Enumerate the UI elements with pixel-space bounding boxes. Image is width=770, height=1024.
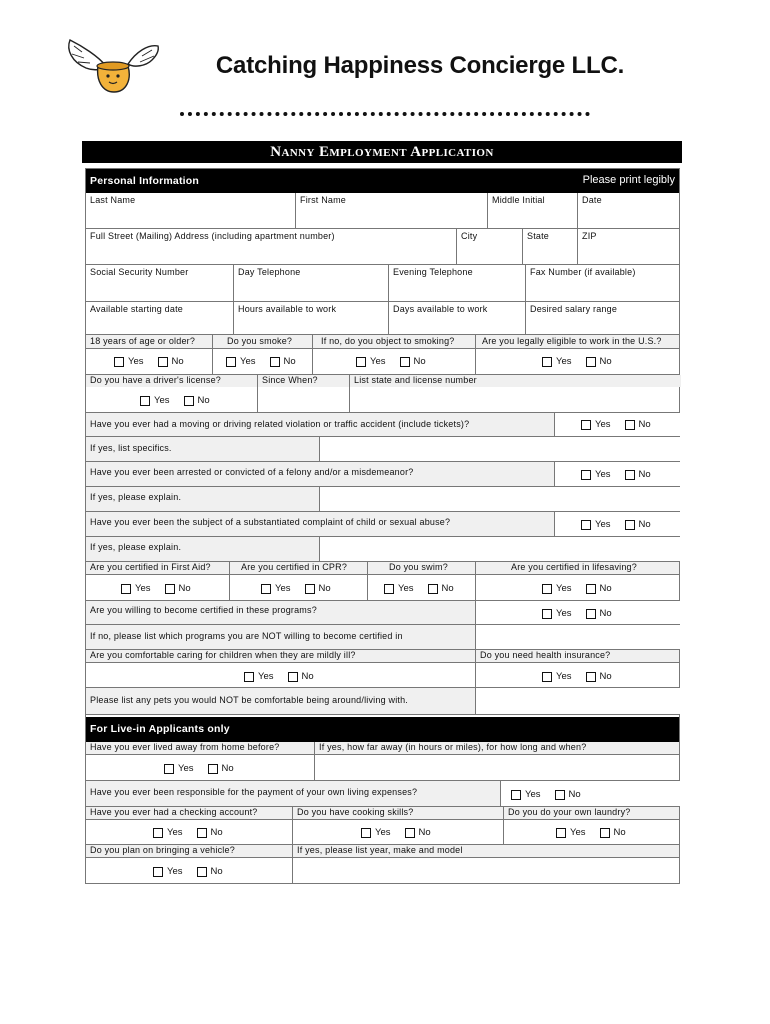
hours-field[interactable] <box>233 302 388 334</box>
vehicle-label: Do you plan on bringing a vehicle? <box>90 845 235 855</box>
checking-yes-no[interactable] <box>153 827 223 838</box>
felony-answer-cell <box>554 462 681 486</box>
swim-yes-no[interactable] <box>384 583 454 594</box>
abuse-explain-label: If yes, please explain. <box>90 542 182 552</box>
swim-question <box>367 562 475 574</box>
checkbox-icon[interactable] <box>581 470 591 480</box>
company-name: Catching Happiness Concierge LLC. <box>215 52 625 79</box>
checkbox-icon[interactable] <box>208 764 218 774</box>
yes-label: Yes <box>375 827 391 838</box>
section-livein-title: For Live-in Applicants only <box>90 723 230 735</box>
no-label: No <box>413 356 426 367</box>
no-label: No <box>441 583 454 594</box>
no-label: No <box>221 763 234 774</box>
row-not-willing <box>86 625 679 650</box>
license-number-label: List state and license number <box>354 375 477 385</box>
eligible-label: Are you legally eligible to work in the U.S.? <box>482 336 662 346</box>
section-personal-header <box>86 169 679 193</box>
checkbox-icon[interactable] <box>586 609 596 619</box>
felony-explain-field[interactable] <box>319 487 681 511</box>
checkbox-icon[interactable] <box>384 584 394 594</box>
cpr-label: Are you certified in CPR? <box>241 562 348 572</box>
no-label: No <box>638 469 651 480</box>
yes-label: Yes <box>556 608 572 619</box>
form-title: Nanny Employment Application <box>82 141 682 163</box>
checkbox-icon[interactable] <box>511 790 521 800</box>
not-willing-field[interactable] <box>475 625 681 649</box>
start-date-label: Available starting date <box>90 304 183 314</box>
object-smoking-question <box>312 335 475 348</box>
yes-label: Yes <box>595 419 611 430</box>
cooking-question <box>292 807 503 819</box>
cooking-label: Do you have cooking skills? <box>297 807 414 817</box>
yes-label: Yes <box>525 789 541 800</box>
section-livein-header <box>86 717 679 742</box>
row-ill-questions <box>86 650 679 663</box>
row-felony <box>86 462 679 487</box>
checkbox-icon[interactable] <box>542 357 552 367</box>
felony-yes-no[interactable] <box>581 469 651 480</box>
salary-label: Desired salary range <box>530 304 618 314</box>
laundry-label: Do you do your own laundry? <box>508 807 631 817</box>
not-willing-label: If no, please list which programs you are NOT willing to become certified in <box>90 631 403 641</box>
hours-label: Hours available to work <box>238 304 337 314</box>
age-yes-no[interactable] <box>114 356 184 367</box>
license-yes-no[interactable] <box>140 395 210 406</box>
checkbox-icon[interactable] <box>270 357 280 367</box>
ill-yes-no[interactable] <box>244 671 314 682</box>
laundry-answer-cell <box>503 820 681 844</box>
yes-label: Yes <box>398 583 414 594</box>
insurance-yes-no[interactable] <box>542 671 612 682</box>
day-telephone-label: Day Telephone <box>238 267 301 277</box>
first-aid-question <box>86 562 229 574</box>
lived-away-label: Have you ever lived away from home before? <box>90 742 280 752</box>
no-label: No <box>283 356 296 367</box>
checking-answer-cell <box>86 820 292 844</box>
abuse-answer-cell <box>554 512 681 536</box>
violation-yes-no[interactable] <box>581 419 651 430</box>
vehicle-details-question <box>292 845 681 857</box>
checkbox-icon[interactable] <box>114 357 124 367</box>
row-willing <box>86 601 679 625</box>
checkbox-icon[interactable] <box>405 828 415 838</box>
cooking-answer-cell <box>292 820 503 844</box>
age-question <box>86 335 212 348</box>
cooking-yes-no[interactable] <box>361 827 431 838</box>
logo-winged-pot <box>62 36 162 98</box>
no-label: No <box>418 827 431 838</box>
felony-explain-label: If yes, please explain. <box>90 492 182 502</box>
willing-answer-cell <box>475 601 681 624</box>
pets-field[interactable] <box>475 688 681 714</box>
vehicle-yes-no[interactable] <box>153 866 223 877</box>
smoke-answer-cell <box>212 349 312 374</box>
row-skills-questions <box>86 807 679 820</box>
expenses-answer-cell <box>500 781 681 806</box>
cpr-answer-cell <box>229 575 367 600</box>
violation-answer-cell <box>554 413 681 436</box>
checkbox-icon[interactable] <box>158 357 168 367</box>
eligible-question <box>475 335 681 348</box>
yes-label: Yes <box>570 827 586 838</box>
checkbox-icon[interactable] <box>542 609 552 619</box>
checkbox-icon[interactable] <box>586 584 596 594</box>
yes-label: Yes <box>128 356 144 367</box>
evening-telephone-label: Evening Telephone <box>393 267 473 277</box>
no-label: No <box>210 827 223 838</box>
yes-label: Yes <box>595 469 611 480</box>
salary-field[interactable] <box>525 302 681 334</box>
evening-telephone-field[interactable] <box>388 265 525 301</box>
license-label: Do you have a driver's license? <box>90 375 221 385</box>
city-field[interactable] <box>456 229 522 264</box>
lifesaving-yes-no[interactable] <box>542 583 612 594</box>
no-label: No <box>613 827 626 838</box>
no-label: No <box>171 356 184 367</box>
state-field[interactable] <box>522 229 577 264</box>
violation-specifics-field[interactable] <box>319 437 681 461</box>
checkbox-icon[interactable] <box>625 520 635 530</box>
yes-label: Yes <box>240 356 256 367</box>
checkbox-icon[interactable] <box>542 672 552 682</box>
abuse-yes-no[interactable] <box>581 519 651 530</box>
checkbox-icon[interactable] <box>121 584 131 594</box>
checkbox-icon[interactable] <box>244 672 254 682</box>
row-license <box>86 375 679 413</box>
yes-label: Yes <box>370 356 386 367</box>
yes-label: Yes <box>178 763 194 774</box>
yes-label: Yes <box>275 583 291 594</box>
row-skills-answers <box>86 820 679 845</box>
start-date-field[interactable] <box>86 302 233 334</box>
willing-yes-no[interactable] <box>542 608 612 619</box>
abuse-label: Have you ever been the subject of a substantiated complaint of child or sexual abuse? <box>90 517 451 527</box>
no-label: No <box>638 519 651 530</box>
yes-label: Yes <box>556 356 572 367</box>
first-aid-label: Are you certified in First Aid? <box>90 562 211 572</box>
lived-away-yes-no[interactable] <box>164 763 234 774</box>
expenses-label: Have you ever been responsible for the payment of your own living expenses? <box>90 787 418 797</box>
zip-label: ZIP <box>582 231 597 241</box>
pets-label: Please list any pets you would NOT be comfortable being around/living with. <box>90 695 408 705</box>
checkbox-icon[interactable] <box>556 828 566 838</box>
row-vehicle-answers <box>86 858 679 884</box>
object-answer-cell <box>312 349 475 374</box>
application-form <box>85 168 680 884</box>
row-abuse <box>86 512 679 537</box>
days-field[interactable] <box>388 302 525 334</box>
how-far-question <box>314 742 681 754</box>
no-label: No <box>638 419 651 430</box>
eligible-answer-cell <box>475 349 681 374</box>
violation-specifics-label: If yes, list specifics. <box>90 443 172 453</box>
section-personal-title: Personal Information <box>90 175 200 187</box>
yes-label: Yes <box>154 395 170 406</box>
fax-field[interactable] <box>525 265 681 301</box>
state-label: State <box>527 231 550 241</box>
cpr-question <box>229 562 367 574</box>
smoke-label: Do you smoke? <box>227 336 293 346</box>
how-far-field[interactable] <box>314 755 681 780</box>
checkbox-icon[interactable] <box>226 357 236 367</box>
since-when-label: Since When? <box>262 375 318 385</box>
row-lived-away-answers <box>86 755 679 781</box>
last-name-field[interactable] <box>86 193 295 228</box>
yes-label: Yes <box>556 671 572 682</box>
swim-label: Do you swim? <box>389 562 448 572</box>
middle-initial-field[interactable] <box>487 193 577 228</box>
first-name-label: First Name <box>300 195 347 205</box>
eligible-yes-no[interactable] <box>542 356 612 367</box>
age-label: 18 years of age or older? <box>90 336 196 346</box>
row-age-answers <box>86 349 679 375</box>
checkbox-icon[interactable] <box>555 790 565 800</box>
checkbox-icon[interactable] <box>581 420 591 430</box>
zip-field[interactable] <box>577 229 681 264</box>
checkbox-icon[interactable] <box>165 584 175 594</box>
checking-label: Have you ever had a checking account? <box>90 807 258 817</box>
checkbox-icon[interactable] <box>261 584 271 594</box>
checkbox-icon[interactable] <box>153 867 163 877</box>
row-lived-away-questions <box>86 742 679 755</box>
no-label: No <box>599 671 612 682</box>
no-label: No <box>318 583 331 594</box>
violation-label: Have you ever had a moving or driving related violation or traffic accident (include tickets)? <box>90 419 470 429</box>
checkbox-icon[interactable] <box>542 584 552 594</box>
no-label: No <box>178 583 191 594</box>
row-phones <box>86 265 679 302</box>
no-label: No <box>568 789 581 800</box>
dotted-divider <box>180 112 590 124</box>
checkbox-icon[interactable] <box>361 828 371 838</box>
checkbox-icon[interactable] <box>428 584 438 594</box>
first-aid-answer-cell <box>86 575 229 600</box>
cpr-yes-no[interactable] <box>261 583 331 594</box>
checkbox-icon[interactable] <box>305 584 315 594</box>
address-label: Full Street (Mailing) Address (including apartment number) <box>90 231 335 241</box>
smoke-yes-no[interactable] <box>226 356 296 367</box>
object-yes-no[interactable] <box>356 356 426 367</box>
row-expenses <box>86 781 679 807</box>
row-ill-answers <box>86 663 679 688</box>
checkbox-icon[interactable] <box>581 520 591 530</box>
checkbox-icon[interactable] <box>356 357 366 367</box>
checkbox-icon[interactable] <box>400 357 410 367</box>
vehicle-details-label: If yes, please list year, make and model <box>297 845 463 855</box>
address-field[interactable] <box>86 229 456 264</box>
license-question <box>86 375 257 387</box>
willing-label: Are you willing to become certified in these programs? <box>90 605 317 615</box>
row-pets <box>86 688 679 715</box>
lifesaving-answer-cell <box>475 575 681 600</box>
checkbox-icon[interactable] <box>625 420 635 430</box>
lifesaving-question <box>475 562 681 574</box>
row-address <box>86 229 679 265</box>
smoke-question <box>212 335 312 348</box>
laundry-yes-no[interactable] <box>556 827 626 838</box>
no-label: No <box>301 671 314 682</box>
row-cert-answers <box>86 575 679 601</box>
yes-label: Yes <box>167 827 183 838</box>
yes-label: Yes <box>595 519 611 530</box>
lifesaving-label: Are you certified in lifesaving? <box>511 562 637 572</box>
date-field[interactable] <box>577 193 681 228</box>
middle-initial-label: Middle Initial <box>492 195 545 205</box>
days-label: Days available to work <box>393 304 488 314</box>
ssn-label: Social Security Number <box>90 267 189 277</box>
ssn-field[interactable] <box>86 265 233 301</box>
abuse-explain-field[interactable] <box>319 537 681 561</box>
fax-label: Fax Number (if available) <box>530 267 636 277</box>
checkbox-icon[interactable] <box>197 867 207 877</box>
row-violation <box>86 413 679 437</box>
date-label: Date <box>582 195 602 205</box>
checkbox-icon[interactable] <box>164 764 174 774</box>
checkbox-icon[interactable] <box>288 672 298 682</box>
no-label: No <box>599 583 612 594</box>
row-cert-questions <box>86 562 679 575</box>
yes-label: Yes <box>258 671 274 682</box>
object-smoking-label: If no, do you object to smoking? <box>321 336 455 346</box>
no-label: No <box>599 608 612 619</box>
ill-label: Are you comfortable caring for children when they are mildly ill? <box>90 650 356 660</box>
since-when-field[interactable] <box>257 375 349 412</box>
first-name-field[interactable] <box>295 193 487 228</box>
license-number-field[interactable] <box>349 375 681 412</box>
expenses-yes-no[interactable] <box>511 789 581 800</box>
no-label: No <box>197 395 210 406</box>
checkbox-icon[interactable] <box>600 828 610 838</box>
checkbox-icon[interactable] <box>586 357 596 367</box>
checkbox-icon[interactable] <box>586 672 596 682</box>
checkbox-icon[interactable] <box>153 828 163 838</box>
last-name-label: Last Name <box>90 195 136 205</box>
insurance-question <box>475 650 681 662</box>
laundry-question <box>503 807 681 819</box>
vehicle-details-field[interactable] <box>292 858 681 884</box>
row-name <box>86 193 679 229</box>
checking-question <box>86 807 292 819</box>
row-abuse-explain <box>86 537 679 562</box>
checkbox-icon[interactable] <box>140 396 150 406</box>
insurance-label: Do you need health insurance? <box>480 650 611 660</box>
no-label: No <box>210 866 223 877</box>
row-availability <box>86 302 679 335</box>
row-felony-explain <box>86 487 679 512</box>
row-vehicle-questions <box>86 845 679 858</box>
no-label: No <box>599 356 612 367</box>
first-aid-yes-no[interactable] <box>121 583 191 594</box>
insurance-answer-cell <box>475 663 681 687</box>
checkbox-icon[interactable] <box>625 470 635 480</box>
swim-answer-cell <box>367 575 475 600</box>
checkbox-icon[interactable] <box>197 828 207 838</box>
row-age-questions <box>86 335 679 349</box>
age-answer-cell <box>86 349 212 374</box>
day-telephone-field[interactable] <box>233 265 388 301</box>
row-violation-specifics <box>86 437 679 462</box>
print-legibly-note: Please print legibly <box>582 174 675 186</box>
yes-label: Yes <box>167 866 183 877</box>
yes-label: Yes <box>556 583 572 594</box>
how-far-label: If yes, how far away (in hours or miles), for how long and when? <box>319 742 587 752</box>
checkbox-icon[interactable] <box>184 396 194 406</box>
city-label: City <box>461 231 478 241</box>
yes-label: Yes <box>135 583 151 594</box>
felony-label: Have you ever been arrested or convicted of a felony and/or a misdemeanor? <box>90 467 414 477</box>
